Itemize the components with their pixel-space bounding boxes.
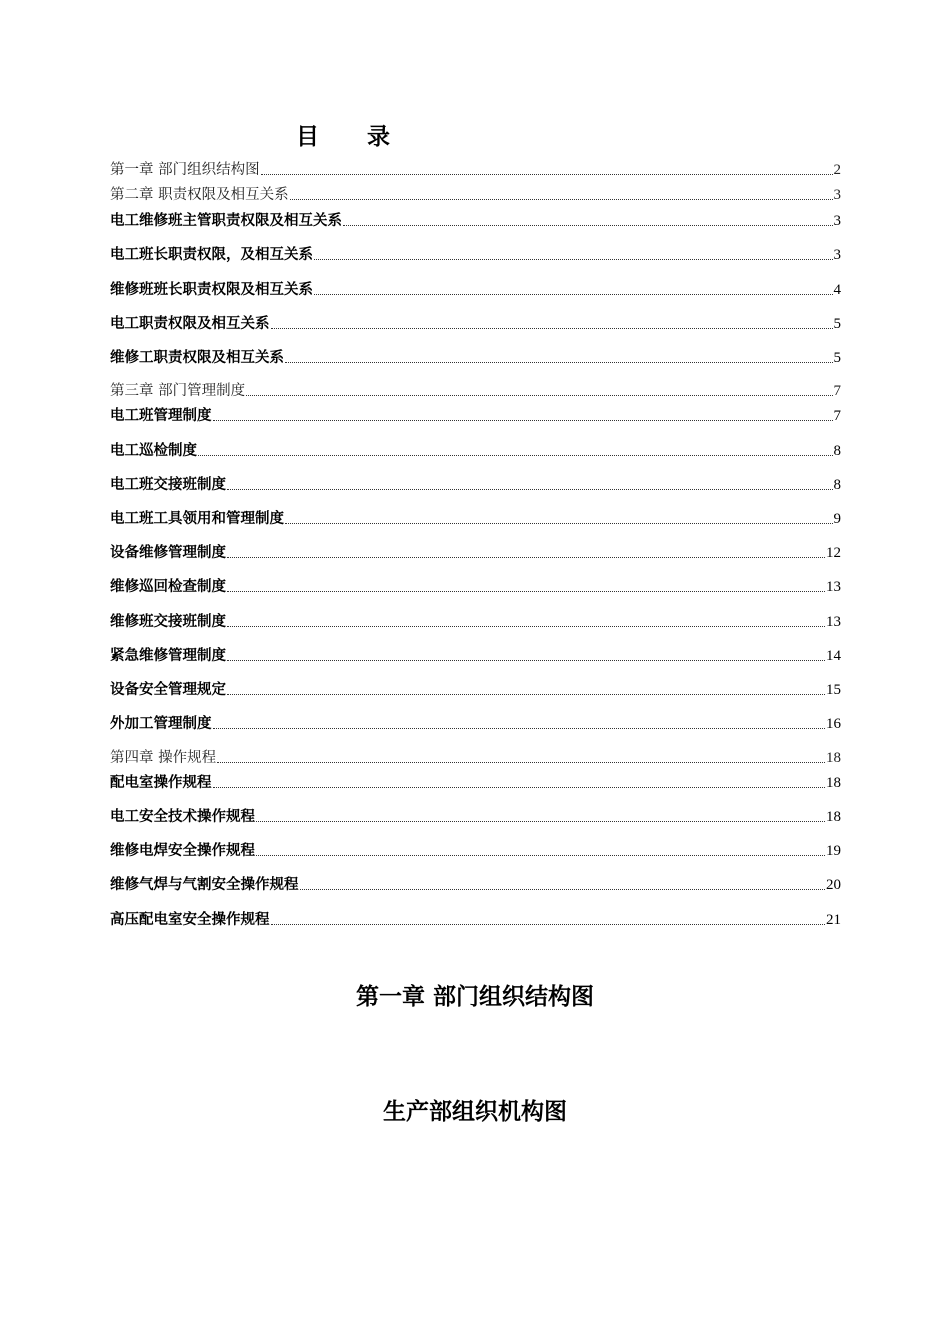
toc-leader-dots [227, 625, 825, 627]
toc-leader-dots [246, 394, 832, 396]
toc-entry-label: 第一章 部门组织结构图 [110, 162, 260, 178]
toc-entry-page: 8 [833, 443, 841, 459]
toc-entry-page: 9 [833, 511, 841, 527]
toc-entry-label: 维修巡回检查制度 [110, 579, 226, 595]
toc-entry-label: 电工巡检制度 [110, 443, 197, 459]
toc-entry[interactable] [110, 474, 841, 496]
toc-entry-label: 紧急维修管理制度 [110, 648, 226, 664]
toc-entry-label: 设备维修管理制度 [110, 545, 226, 561]
toc-entry-page: 5 [833, 316, 841, 332]
toc-entry[interactable] [110, 405, 841, 427]
toc-entry-label: 维修电焊安全操作规程 [110, 843, 255, 859]
toc-leader-dots [256, 820, 825, 822]
toc-entry-page: 5 [833, 350, 841, 366]
toc-entry-label: 电工班长职责权限，及相互关系 [110, 247, 313, 263]
toc-entry-page: 7 [833, 383, 841, 399]
toc-entry-page: 3 [833, 187, 841, 203]
toc-leader-dots [314, 293, 833, 295]
toc-leader-dots [343, 224, 833, 226]
toc-leader-dots [227, 590, 825, 592]
toc-entry-page: 3 [833, 247, 841, 263]
toc-leader-dots [217, 761, 825, 763]
toc-entry[interactable] [110, 772, 841, 794]
toc-entry-label: 电工班交接班制度 [110, 477, 226, 493]
toc-leader-dots [227, 488, 833, 490]
toc-entry-page: 16 [826, 716, 841, 732]
toc-entry-label: 维修工职责权限及相互关系 [110, 350, 284, 366]
toc-entry-page: 15 [826, 682, 841, 698]
toc-entry[interactable] [110, 713, 841, 735]
toc-entry[interactable] [110, 380, 841, 402]
toc-leader-dots [256, 854, 825, 856]
toc-leader-dots [300, 888, 826, 890]
toc-leader-dots [261, 173, 833, 175]
toc-entry-label: 电工安全技术操作规程 [110, 809, 255, 825]
toc-entry-page: 18 [826, 775, 841, 791]
toc-entry-page: 13 [826, 614, 841, 630]
toc-leader-dots [213, 419, 833, 421]
toc-entry[interactable] [110, 440, 841, 462]
toc-entry-label: 维修气焊与气割安全操作规程 [110, 877, 299, 893]
toc-entry-page: 14 [826, 648, 841, 664]
toc-leader-dots [314, 258, 833, 260]
toc-entry-label: 第二章 职责权限及相互关系 [110, 187, 289, 203]
toc-entry-label: 外加工管理制度 [110, 716, 212, 732]
toc-leader-dots [285, 522, 833, 524]
toc-leader-dots [271, 327, 833, 329]
toc-leader-dots [227, 693, 825, 695]
toc-entry-label: 第四章 操作规程 [110, 750, 217, 766]
toc-entry[interactable] [110, 806, 841, 828]
toc-entry[interactable] [110, 679, 841, 701]
toc-entry-label: 电工维修班主管职责权限及相互关系 [110, 213, 342, 229]
toc-leader-dots [227, 556, 825, 558]
toc-entry-page: 18 [826, 750, 841, 766]
toc-entry[interactable] [110, 279, 841, 301]
toc-entry[interactable] [110, 347, 841, 369]
org-chart-title: 生产部组织机构图 [383, 1099, 567, 1125]
toc-entry-label: 高压配电室安全操作规程 [110, 912, 270, 928]
toc-leader-dots [227, 659, 825, 661]
toc-entry[interactable] [110, 313, 841, 335]
toc-title: 目 录 [296, 124, 411, 150]
toc-leader-dots [213, 727, 826, 729]
toc-entry-label: 电工职责权限及相互关系 [110, 316, 270, 332]
toc-entry-page: 18 [826, 809, 841, 825]
toc-entry-page: 13 [826, 579, 841, 595]
toc-entry[interactable] [110, 747, 841, 769]
toc-entry-page: 2 [833, 162, 841, 178]
toc-entry-label: 设备安全管理规定 [110, 682, 226, 698]
toc-entry-label: 第三章 部门管理制度 [110, 383, 246, 399]
toc-entry-page: 8 [833, 477, 841, 493]
toc-entry[interactable] [110, 244, 841, 266]
toc-leader-dots [285, 361, 833, 363]
toc-entry-label: 维修班交接班制度 [110, 614, 226, 630]
toc-entry[interactable] [110, 210, 841, 232]
chapter-one-heading: 第一章 部门组织结构图 [355, 984, 594, 1010]
toc-entry-page: 20 [826, 877, 841, 893]
toc-leader-dots [198, 454, 833, 456]
toc-entry-page: 19 [826, 843, 841, 859]
toc-entry-page: 3 [833, 213, 841, 229]
toc-leader-dots [213, 786, 826, 788]
toc-entry[interactable] [110, 645, 841, 667]
toc-entry[interactable] [110, 576, 841, 598]
toc-entry[interactable] [110, 508, 841, 530]
toc-entry-label: 配电室操作规程 [110, 775, 212, 791]
toc-entry[interactable] [110, 184, 841, 206]
toc-entry-page: 4 [833, 282, 841, 298]
toc-entry[interactable] [110, 159, 841, 181]
toc-entry-label: 电工班管理制度 [110, 408, 212, 424]
toc-entry-page: 12 [826, 545, 841, 561]
toc-leader-dots [290, 198, 833, 200]
toc-entry[interactable] [110, 840, 841, 862]
toc-entry[interactable] [110, 542, 841, 564]
toc-entry[interactable] [110, 611, 841, 633]
toc-leader-dots [271, 923, 826, 925]
toc-entry-page: 7 [833, 408, 841, 424]
toc-entry-page: 21 [826, 912, 841, 928]
toc-entry[interactable] [110, 909, 841, 931]
toc-entry-label: 维修班班长职责权限及相互关系 [110, 282, 313, 298]
toc-entry[interactable] [110, 874, 841, 896]
toc-entry-label: 电工班工具领用和管理制度 [110, 511, 284, 527]
